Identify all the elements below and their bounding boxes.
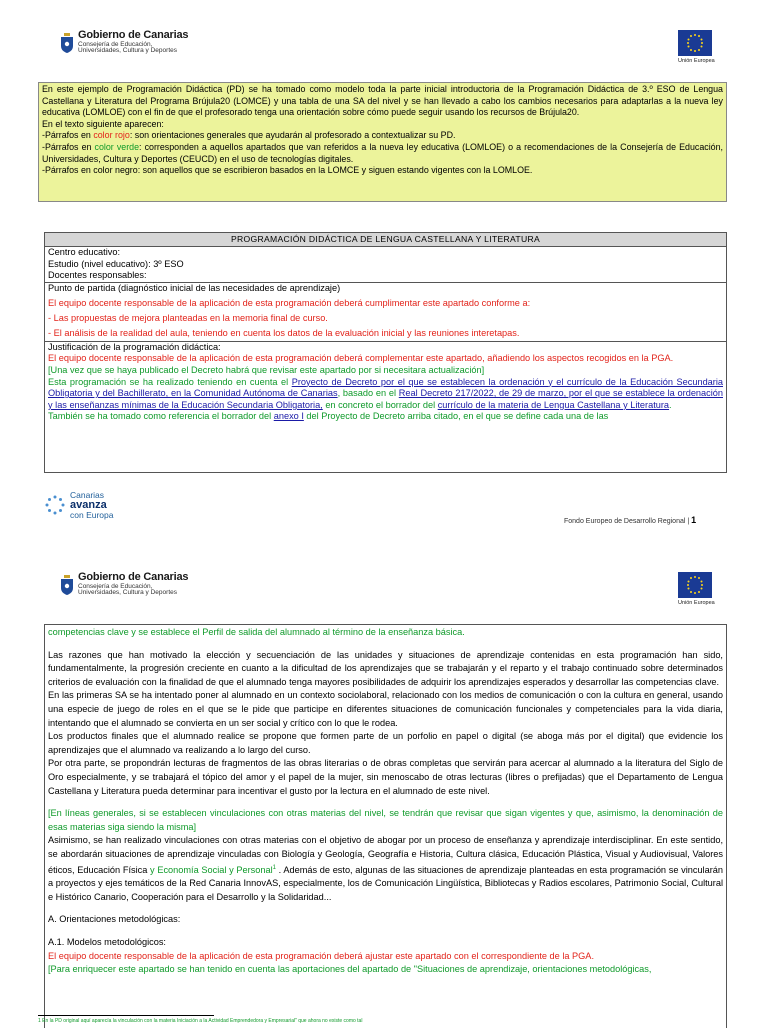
justificacion-green-1: [Una vez que se haya publicado el Decreto habrá que revisar este apartado por si necesitara actualización] <box>48 364 485 375</box>
orientaciones-heading: A. Orientaciones metodológicas: <box>48 914 181 925</box>
proyecto-decreto-link[interactable]: Proyecto de Decreto por el que se establecen la ordenación y el currículo de la Educación Secundaria Obligatoria y del Bachillerato, en la Comunidad Autónoma de Canarias <box>48 376 723 399</box>
coat-of-arms-icon <box>60 32 74 54</box>
page-footer <box>564 515 696 525</box>
intro-red-prefix: -Párrafos en <box>42 130 94 141</box>
ca-top: Canarias <box>70 490 105 500</box>
punto-partida-heading: Punto de partida (diagnóstico inicial de las necesidades de aprendizaje) <box>48 282 341 293</box>
punto-partida-cell <box>45 283 726 342</box>
coat-of-arms-icon <box>60 574 74 596</box>
eu-flag-icon <box>678 572 712 598</box>
justificacion-heading: Justificación de la programación didáctica: <box>48 341 221 352</box>
org-sub-2-2: Universidades, Cultura y Deportes <box>78 589 177 597</box>
ca-bot: con Europa <box>70 510 114 520</box>
intro-paragraph: En este ejemplo de Programación Didáctica (PD) se ha tomado como modelo toda la parte inicial introductoria de la Programación Didáctica de 3.º ESO de Lengua Castellana y Literatura del Programa Brújula20 (LOMCE) y una tabla de una SA del nivel y se han llevado a cabo los cambios necesarios para adaptarlas a la nueva ley educativa (LOMLOE) con el fin de que el profesorado tenga una orientación sobre cómo puede seguir usando los recursos de Brújula20. <box>42 84 723 118</box>
justificacion-cell <box>45 342 726 423</box>
productos-paragraph: Los productos finales que el alumnado realice se propone que formen parte de un porfolio en papel o digital (se aboga más por el digital) que evidencie los aprendizajes que el alumnado va realizando a lo largo del curso. <box>48 731 723 755</box>
intro-list-title: En el texto siguiente aparecen: <box>42 118 164 129</box>
page-number: 1 <box>691 515 697 525</box>
gobierno-canarias-logo-2 <box>60 572 188 597</box>
org-name-2: Gobierno de Canarias <box>78 571 189 583</box>
intro-green-label: color verde <box>94 141 140 152</box>
eu-logo <box>678 30 715 64</box>
primeras-sa-paragraph: En las primeras SA se ha intentado poner al alumnado en un contexto sociolaboral, relacionado con los medios de comunicación o con la cultura en general, usando una especie de juego de roles en el que se le pide que participe en diferentes situaciones de comunicación funcionales y competenciales para la vida diaria, intentando que el alumnado se convierta en un ser social y crítico con lo que le rodea. <box>48 690 723 728</box>
competencias-green: competencias clave y se establece el Perfil de salida del alumnado al término de la enseñanza básica. <box>48 627 465 637</box>
canarias-avanza-icon <box>44 494 66 516</box>
asimismo-green: y Economía Social y Personal <box>150 864 273 875</box>
otra-parte-paragraph: Por otra parte, se propondrán lecturas de fragmentos de las obras literarias o de obras completas que servirán para acercar al alumnado a la literatura del Siglo de Oro especialmente, y se trabajará el tópico del amor y el papel de la mujer, sin menoscabo de otras lecturas (libres o prefijadas) que el Departamento de Lengua Castellana y Literatura pueda determinar para incentivar el gusto por la lectura en el alumnado de este nivel. <box>48 758 723 796</box>
footnote-rule <box>38 1015 214 1016</box>
just-text-a: Esta programación se ha realizado teniendo en cuenta el <box>48 376 292 387</box>
curriculo-link[interactable]: currículo de la materia de Lengua Castellana y Literatura <box>437 399 670 410</box>
org-name: Gobierno de Canarias <box>78 29 189 41</box>
table-title: PROGRAMACIÓN DIDÁCTICA DE LENGUA CASTELLANA Y LITERATURA <box>45 233 726 247</box>
org-sub-1-2: Consejería de Educación, <box>78 582 153 590</box>
eu-flag-icon <box>678 30 712 56</box>
intro-box <box>38 82 727 202</box>
eu-label-2: Unión Europea <box>678 600 715 606</box>
justificacion-red: El equipo docente responsable de la aplicación de esta programación deberá complementar este apartado, añadiendo los aspectos recogidos en la PGA. <box>48 353 674 364</box>
modelos-red: El equipo docente responsable de la aplicación de esta programación deberá ajustar este apartado con el correspondiente de la PGA. <box>48 950 594 961</box>
punto-red-1: El equipo docente responsable de la aplicación de esta programación deberá cumplimentar este apartado conforme a: <box>48 298 531 309</box>
docentes: Docentes responsables: <box>48 270 147 281</box>
intro-red-label: color rojo <box>93 130 130 141</box>
just-text-d: . <box>669 399 672 410</box>
asimismo-text-a: Asimismo, se han realizado vinculaciones con otras materias con el objetivo de abogar por un proceso de enseñanza y aprendizaje interdisciplinar. En este sentido, se abordarán situaciones de aprendizaje vinculadas con Biología y Geología, Geografía e Historia, Cultura clásica, Educación Plástica, Visual y Audiovisual, Valores éticos, Educación Física <box>48 835 723 875</box>
intro-red-text: : son orientaciones generales que ayudarán al profesorado a contextualizar su PD. <box>129 130 456 141</box>
footnote-ref: 1 <box>272 864 276 871</box>
gobierno-canarias-logo <box>60 30 188 55</box>
eu-label: Unión Europea <box>678 58 715 64</box>
intro-green-prefix: -Párrafos en <box>42 141 95 152</box>
punto-red-3: - El análisis de la realidad del aula, teniendo en cuenta los datos de la evaluación inicial y las reuniones interetapas. <box>48 327 520 338</box>
razones-paragraph: Las razones que han motivado la elección y secuenciación de las unidades y situaciones de aprendizaje contenidas en esta programación han sido, fundamentalmente, la progresión creciente en cuanto a la dificultad de los aprendizajes que se trabajarán y el reparto y el trabajo continuado sobre determinados criterios de evaluación con la finalidad de que el alumnado tenga mayores posibilidades de adquirir los aprendizajes esperados y desarrollar las competencias clave. <box>48 649 723 687</box>
anexo-link[interactable]: anexo I <box>273 411 304 422</box>
programacion-table-continued <box>44 624 727 1028</box>
page-gap <box>0 540 768 560</box>
org-sub-1: Consejería de Educación, <box>78 40 153 48</box>
modelos-heading: A.1. Modelos metodológicos: <box>48 936 166 947</box>
centro-educativo: Centro educativo: <box>48 247 121 257</box>
programacion-table <box>44 232 727 473</box>
just-g3-a: También se ha tomado como referencia el borrador del <box>48 411 274 422</box>
just-text-b: , basado en el <box>337 388 399 399</box>
eu-logo-2 <box>678 572 715 606</box>
estudio: Estudio (nivel educativo): 3º ESO <box>48 258 184 269</box>
real-decreto-link[interactable]: Real Decreto 217/2022, de 29 de marzo, por el que se establece la ordenación y las enseñanzas mínimas de la Educación Secundaria Obligatoria, <box>48 388 723 410</box>
just-text-c: en concreto el borrador del <box>322 399 438 410</box>
ca-mid: avanza <box>70 499 107 511</box>
org-sub-2: Universidades, Cultura y Deportes <box>78 47 177 55</box>
just-g3-b: del Proyecto de Decreto arriba citado, en el que se define cada una de las <box>303 411 609 422</box>
info-cell <box>45 247 726 283</box>
lineas-generales-green: [En líneas generales, si se establecen vinculaciones con otras materias del nivel, se tendrán que revisar que sigan vigentes y que, asimismo, la denominación de esas materias siga siendo la misma] <box>48 808 723 832</box>
punto-red-2: - Las propuestas de mejora planteadas en la memoria final de curso. <box>48 312 328 323</box>
intro-black-text: -Párrafos en color negro: son aquellos que se escribieron basados en la LOMCE y siguen estando vigentes con la LOMLOE. <box>42 165 533 176</box>
canarias-avanza-logo <box>44 490 113 520</box>
fondo-text: Fondo Europeo de Desarrollo Regional | <box>564 518 692 525</box>
footnote-text: 1 En la PD original aquí aparecía la vinculación con la materia Iniciación a la Actividad Emprendedora y Empresarial" que ahora no existe como tal <box>38 1018 363 1024</box>
intro-green-text: : corresponden a aquellos apartados que van referidos a la nueva ley educativa (LOMLOE) o a recomendaciones de la Consejería de Educación, Universidades, Cultura y Deportes (CEUCD) en el uso de tecnologías digitales. <box>42 141 723 164</box>
asimismo-text-b: . Además de esto, algunas de las situaciones de aprendizaje planteadas en esta programación se vincularán a proyectos y ejes temáticos de la Red Canaria InnovAS, especialmente, los de Comunicación Lingüística, Bibliotecas y Radios escolares, Patrimonio Social, Cultural e Histórico Canario, Cooperación para el Desarrollo y la Solidaridad... <box>48 864 723 902</box>
enriquecer-green: [Para enriquecer este apartado se han tenido en cuenta las aportaciones del apartado de "Situaciones de aprendizaje, orientaciones metodológicas, <box>48 964 652 975</box>
